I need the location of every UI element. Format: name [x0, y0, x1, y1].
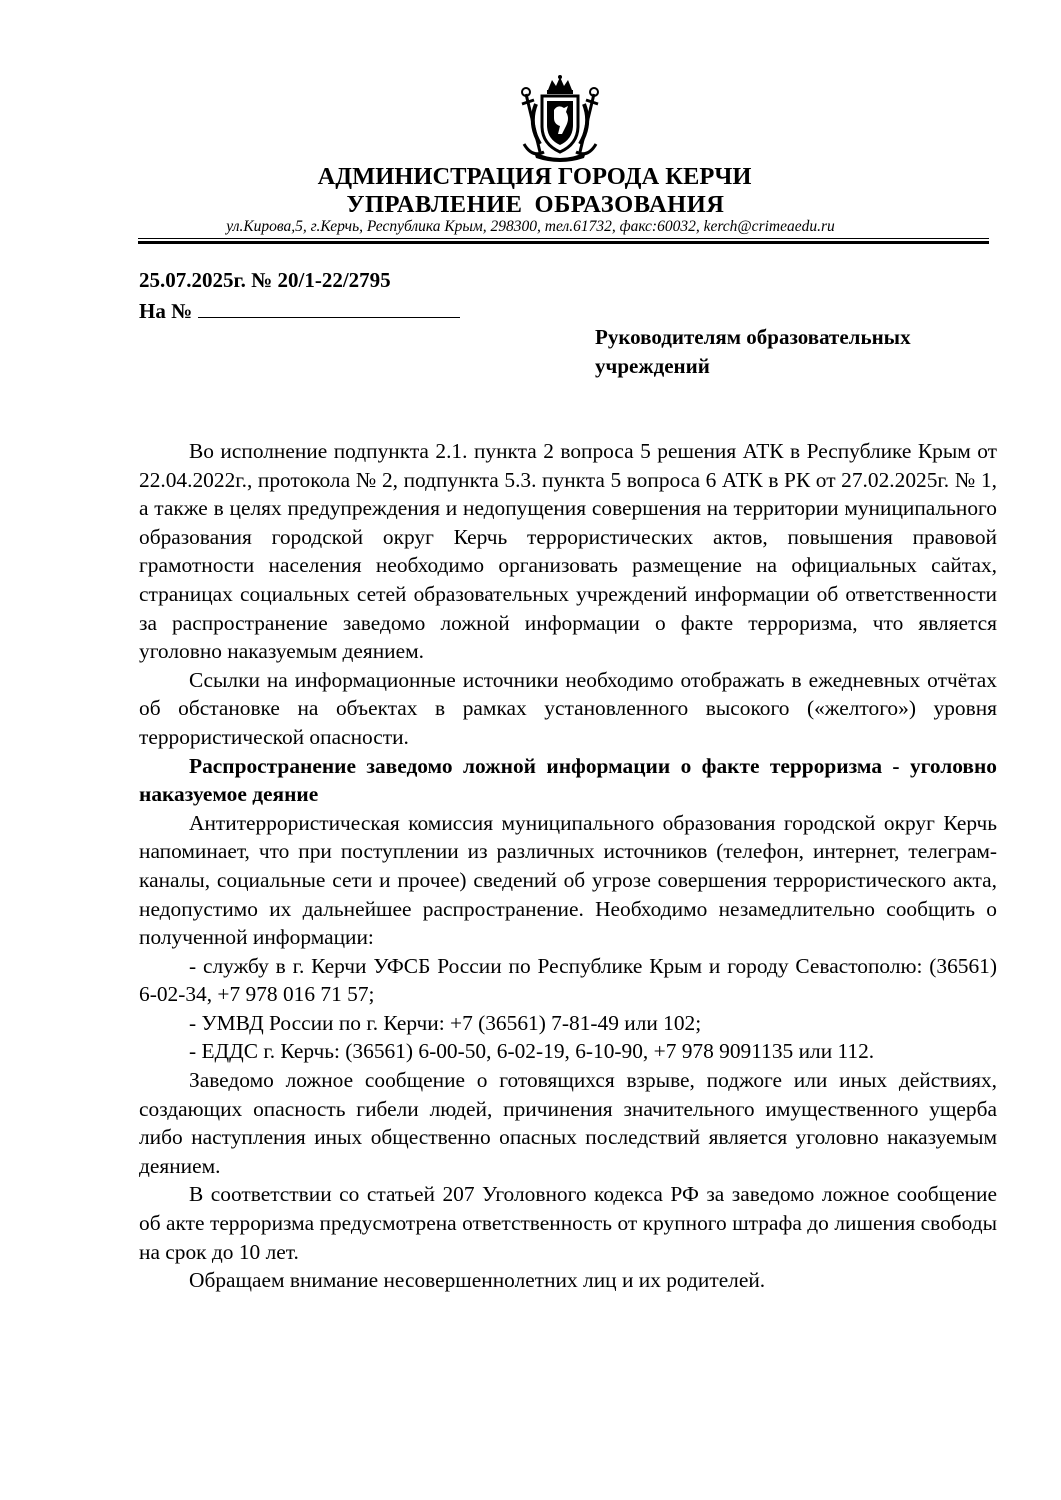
addressee-line: Руководителям образовательных [595, 325, 911, 349]
body-paragraph: Обращаем внимание несовершеннолетних лиц и их родителей. [189, 1268, 766, 1293]
contact-list-item: - службу в г. Керчи УФСБ России по Республике Крым и городу Севастополю: (36561) 6-02-34, +7 978 016 71 57; [139, 953, 997, 1007]
section-heading: Распространение заведомо ложной информации о факте терроризма - уголовно наказуемое деяние [139, 753, 997, 807]
document-date-number: 25.07.2025г. № 20/1-22/2795 [139, 268, 391, 292]
department-name [5, 191, 1061, 219]
contact-list-item: - ЕДДС г. Керчь: (36561) 6-00-50, 6-02-19, 6-10-90, +7 978 9091135 или 112. [189, 1039, 875, 1064]
department-name-part1: УПРАВЛЕНИЕ [346, 191, 523, 218]
body-paragraph: Заведомо ложное сообщение о готовящихся взрыве, поджоге или иных действиях, создающих опасность гибели людей, причинения значительного имущественного ущерба либо наступления иных общественно опасных последствий является уголовно наказуемым деянием. [139, 1068, 997, 1178]
body-paragraph: В соответствии со статьей 207 Уголовного кодекса РФ за заведомо ложное сообщение об акте терроризма предусмотрена ответственность от крупного штрафа до лишения свободы на срок до 10 лет. [139, 1182, 997, 1264]
body-paragraph: Ссылки на информационные источники необходимо отображать в ежедневных отчётах об обстановке на объектах в рамках установленного высокого («желтого») уровня террористической опасности. [139, 667, 997, 749]
organization-name: АДМИНИСТРАЦИЯ ГОРОДА КЕРЧИ [317, 163, 752, 190]
body-paragraph: Во исполнение подпункта 2.1. пункта 2 вопроса 5 решения АТК в Республике Крым от 22.04.2022г., протокола № 2, подпункта 5.3. пункта 5 вопроса 6 АТК в РК от 27.02.2025г. № 1, а также в целях предупреждения и недопущения совершения на территории муниципального образования городской округ Керчь террористических актов, повышения правовой грамотности населения необходимо организовать размещение на официальных сайтах, страницах социальных сетей образовательных учреждений информации об ответственности за распространение заведомо ложной информации о факте терроризма, что является уголовно наказуемым деянием. [139, 439, 997, 664]
department-name-part2: ОБРАЗОВАНИЯ [534, 191, 725, 218]
letter-body [139, 437, 997, 1295]
reply-reference-label: На № [139, 299, 193, 323]
addressee-line: учреждений [595, 354, 710, 378]
reply-reference [139, 298, 460, 324]
body-paragraph: Антитеррористическая комиссия муниципального образования городской округ Керчь напоминает, что при поступлении из различных источников (телефон, интернет, телеграм-каналы, социальные сети и прочее) сведений об угрозе совершения террористического акта, недопустимо их дальнейшее распространение. Необходимо незамедлительно сообщить о полученной информации: [139, 810, 997, 950]
contact-address: ул.Кирова,5, г.Керчь, Республика Крым, 298300, тел.61732, факс:60032, kerch@crimeaedu.ru [226, 218, 835, 235]
reply-reference-blank-line [198, 299, 460, 318]
header-divider-thick [138, 241, 989, 244]
addressee-block [595, 323, 995, 381]
header-divider-thin [138, 238, 989, 239]
contact-list-item: - УМВД России по г. Керчи: +7 (36561) 7-81-49 или 102; [189, 1010, 702, 1035]
coat-of-arms-emblem [514, 74, 606, 164]
